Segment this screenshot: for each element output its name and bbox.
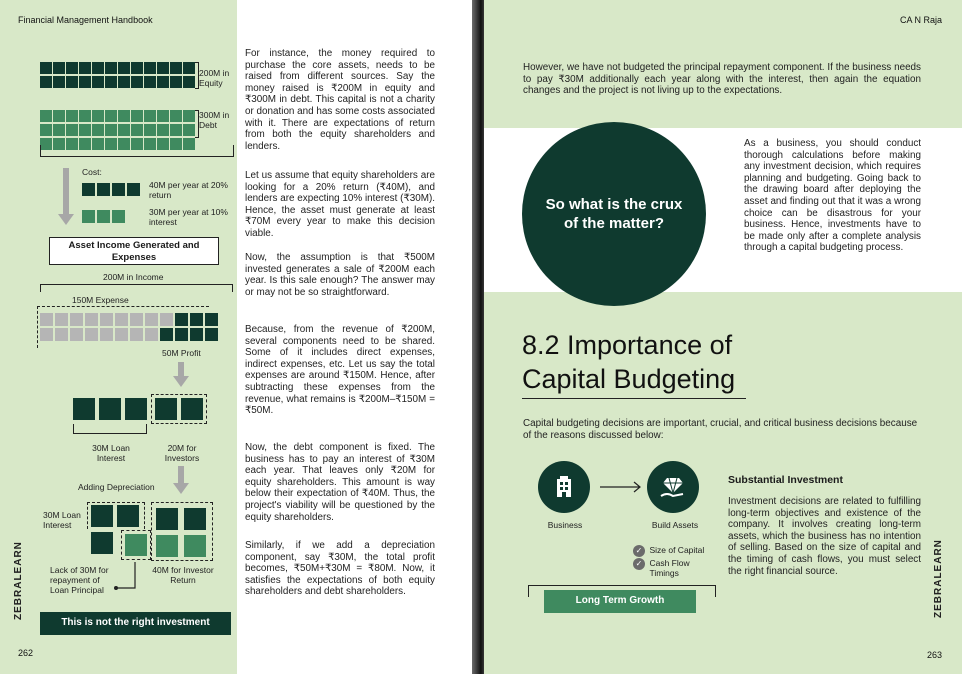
loan-block xyxy=(91,532,113,554)
grid-block xyxy=(40,76,52,88)
capital-bracket xyxy=(40,145,234,157)
asset-income-box: Asset Income Generated and Expenses xyxy=(49,237,219,265)
cost-label: Cost: xyxy=(82,167,102,177)
paragraph-4: Because, from the revenue of ₹200M, several components need to be shared. Some of it includes direct expenses, indirect expenses, etc. Let us say the total expenses are around ₹150M. Hence, after subtracting these expenses from the revenue, what remains is ₹200M–₹150M = ₹50M. xyxy=(245,324,435,417)
profit-block xyxy=(99,398,121,420)
paragraph-1: For instance, the money required to purchase the core assets, needs to be raised from different sources. Say the money raised is ₹200M in equity and ₹300M in debt. This capital is not a charity or donation and has some costs associated with it. There are expectations of return from both the equity shareholders and lenders. xyxy=(245,48,435,152)
grid-block xyxy=(66,76,78,88)
grid-block xyxy=(82,183,95,196)
debt-label: 300M in Debt xyxy=(199,110,230,130)
grid-block xyxy=(79,110,91,122)
arrow-right-icon xyxy=(598,481,644,493)
income-label: 200M in Income xyxy=(103,272,164,282)
section-title-line2: Capital Budgeting xyxy=(522,364,736,394)
grid-block xyxy=(66,62,78,74)
check-item-cashflow xyxy=(633,558,701,578)
grid-block xyxy=(66,124,78,136)
grid-block xyxy=(105,62,117,74)
grid-block xyxy=(40,110,52,122)
grid-block xyxy=(53,62,65,74)
grid-block xyxy=(92,124,104,136)
paragraph-5: Now, the debt component is fixed. The business has to pay an interest of ₹30M each year. That leaves only ₹20M for equity shareholders. This amount is way below their expectation of ₹40M. Thus, the project's viability will be questioned by the equity shareholders. xyxy=(245,442,435,523)
loan-interest-label: 30M Loan Interest xyxy=(92,443,130,463)
lack-label: Lack of 30M for repayment of Loan Principal xyxy=(50,565,109,595)
check-icon: ✓ xyxy=(633,545,645,557)
check-icon: ✓ xyxy=(633,558,645,570)
left-page xyxy=(0,0,478,674)
debt-bracket xyxy=(195,110,199,138)
grid-block xyxy=(82,210,95,223)
investor-block xyxy=(184,535,206,557)
subheading: Substantial Investment xyxy=(728,474,843,486)
profit-block xyxy=(181,398,203,420)
down-arrow-head xyxy=(58,214,74,225)
grid-block xyxy=(144,76,156,88)
grid-block xyxy=(79,76,91,88)
grid-block xyxy=(40,124,52,136)
grid-block xyxy=(157,62,169,74)
check-item-label: Cash Flow Timings xyxy=(649,558,690,578)
depreciation-label: Adding Depreciation xyxy=(78,482,155,492)
grid-block xyxy=(40,62,52,74)
investor-block xyxy=(184,508,206,530)
grid-block xyxy=(112,210,125,223)
debt-cost-label: 30M per year at 10% interest xyxy=(149,207,228,227)
grid-block xyxy=(53,124,65,136)
grid-block xyxy=(131,62,143,74)
grid-block xyxy=(131,76,143,88)
equity-cost-label: 40M per year at 20% return xyxy=(149,180,228,200)
grid-block xyxy=(170,110,182,122)
grid-block xyxy=(53,110,65,122)
grid-block xyxy=(131,124,143,136)
grid-block xyxy=(79,62,91,74)
grid-block xyxy=(127,183,140,196)
intro-paragraph: However, we have not budgeted the principal repayment component. If the business needs to pay ₹30M additionally each year along with the interest, then again the equation changes and the project is not living up to the expectations. xyxy=(523,62,921,97)
conclusion-banner: This is not the right investment xyxy=(40,612,231,635)
check-item-label: Size of Capital xyxy=(649,545,705,555)
equity-blocks xyxy=(40,62,194,88)
grid-block xyxy=(131,110,143,122)
connector-line xyxy=(110,560,140,595)
grid-block xyxy=(79,124,91,136)
investors-label: 20M for Investors xyxy=(164,443,200,463)
loan-bracket xyxy=(73,424,147,434)
investor-block xyxy=(156,508,178,530)
build-assets-label: Build Assets xyxy=(651,520,699,530)
grid-block xyxy=(144,62,156,74)
equity-bracket xyxy=(195,62,199,89)
grid-block xyxy=(97,183,110,196)
grid-block xyxy=(183,110,195,122)
running-header: Financial Management Handbook xyxy=(18,15,153,25)
right-page xyxy=(484,0,962,674)
down-arrow-head xyxy=(173,376,189,387)
check-item-size xyxy=(633,540,704,558)
equity-cost-blocks xyxy=(82,183,140,196)
debt-cost-blocks xyxy=(82,210,125,223)
grid-block xyxy=(53,76,65,88)
loan-block xyxy=(91,505,113,527)
grid-block xyxy=(118,124,130,136)
down-arrow xyxy=(178,362,184,377)
depreciation-block xyxy=(125,534,147,556)
down-arrow xyxy=(178,466,184,484)
brand-vertical: ZEBRALEARN xyxy=(13,541,24,620)
grid-block xyxy=(183,76,195,88)
section-intro: Capital budgeting decisions are important, crucial, and critical business decisions because of the reasons discussed below: xyxy=(523,418,918,441)
grid-block xyxy=(170,62,182,74)
equity-label: 200M in Equity xyxy=(199,68,230,88)
grid-block xyxy=(157,76,169,88)
grid-block xyxy=(105,124,117,136)
investor-block xyxy=(156,535,178,557)
crux-text: As a business, you should conduct thorough calculations before making any investment decision, which requires planning and budgeting. Going back to the drawing board after deploying the asset and finding out that it was a wrong choice can be disastrous for your business. Hence, investments have to be made only after a complete analysis through a capital budgeting process. xyxy=(744,138,921,254)
grid-block xyxy=(118,110,130,122)
page-number: 263 xyxy=(926,650,942,660)
loan-interest-label-2: 30M Loan Interest xyxy=(43,510,81,530)
expense-outline xyxy=(37,306,209,348)
expense-label: 150M Expense xyxy=(72,295,129,305)
profit-block xyxy=(73,398,95,420)
grid-block xyxy=(97,210,110,223)
crux-title: So what is the crux of the matter? xyxy=(545,196,683,232)
grid-block xyxy=(92,62,104,74)
grid-block xyxy=(92,110,104,122)
grid-block xyxy=(144,124,156,136)
grid-block xyxy=(118,76,130,88)
debt-blocks xyxy=(40,110,194,150)
investor-return-label: 40M for Investor Return xyxy=(152,565,214,585)
page-number: 262 xyxy=(18,648,34,658)
grid-block xyxy=(118,62,130,74)
grid-block xyxy=(170,124,182,136)
grid-block xyxy=(144,110,156,122)
diamond-hand-icon xyxy=(647,461,699,513)
building-icon xyxy=(538,461,590,513)
paragraph-2: Let us assume that equity shareholders are looking for a 20% return (₹40M), and lenders are expecting 10% interest (₹30M). Hence, the asset must generate at least ₹70M every year to make this decision viable. xyxy=(245,170,435,239)
grid-block xyxy=(92,76,104,88)
title-underline xyxy=(522,398,746,399)
down-arrow-head xyxy=(173,483,189,494)
grid-block xyxy=(112,183,125,196)
grid-block xyxy=(66,110,78,122)
profit-block xyxy=(125,398,147,420)
income-bracket xyxy=(40,284,233,292)
grid-block xyxy=(183,62,195,74)
grid-block xyxy=(183,124,195,136)
down-arrow xyxy=(63,168,69,216)
section-title-line1: 8.2 Importance of xyxy=(522,330,733,360)
grid-block xyxy=(157,124,169,136)
grid-block xyxy=(105,110,117,122)
loan-block xyxy=(117,505,139,527)
long-term-growth-banner: Long Term Growth xyxy=(544,590,696,613)
paragraph-3: Now, the assumption is that ₹500M invested generates a sale of ₹200M each year. Is this sale enough? The answer may or may not be so straightforward. xyxy=(245,252,435,298)
profit-label: 50M Profit xyxy=(162,348,201,358)
brand-vertical: ZEBRALEARN xyxy=(933,539,944,618)
profit-block xyxy=(155,398,177,420)
running-header: CA N Raja xyxy=(899,15,942,25)
subheading-text: Investment decisions are related to fulfilling long-term objectives and existence of the company. It involves creating long-term assets, which the business has no intention of selling. Based on the size of capital and the timing of cash flows, you must select the right financial source. xyxy=(728,496,921,577)
grid-block xyxy=(170,76,182,88)
crux-circle xyxy=(522,122,706,306)
grid-block xyxy=(105,76,117,88)
paragraph-6: Similarly, if we add a depreciation component, say ₹30M, the total profit becomes, ₹50M+₹30M = ₹80M. Now, it satisfies the expectations of both equity shareholders and debt shareholders. xyxy=(245,540,435,598)
grid-block xyxy=(157,110,169,122)
business-label: Business xyxy=(547,520,583,530)
